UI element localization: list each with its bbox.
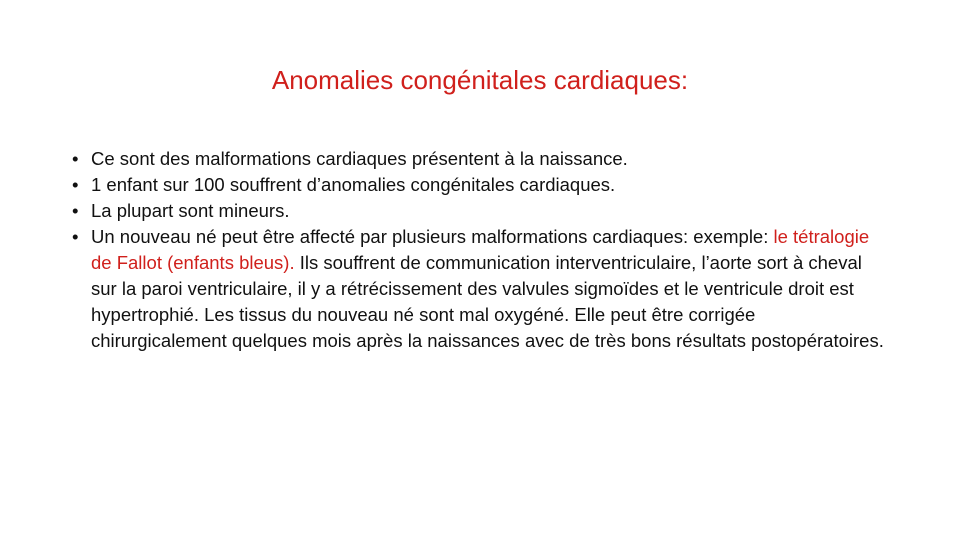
highlighted-text: le tétralogie de Fallot (enfants bleus). <box>91 226 870 273</box>
bullet-item-4 <box>72 224 892 354</box>
bullet-icon: • <box>72 200 79 221</box>
bullet-icon: • <box>72 226 79 247</box>
bullet-list <box>72 146 892 354</box>
slide-title: Anomalies congénitales cardiaques: <box>271 65 689 95</box>
bullet-item-3 <box>72 198 892 224</box>
bullet-icon: • <box>72 148 79 169</box>
bullet-text: Ce sont des malformations cardiaques présentent à la naissance. <box>91 148 628 169</box>
bullet-text-after: Ils souffrent de communication interventriculaire, l’aorte sort à cheval sur la paroi ventriculaire, il y a rétrécissement des valvules sigmoïdes et le ventricule droit est hypertrophié. Les tissus du nouveau né sont mal oxygéné. Elle peut être corrigée chirurgicalement quelques mois après la naissances avec de très bons résultats postopératoires. <box>91 252 884 351</box>
bullet-text: La plupart sont mineurs. <box>91 200 290 221</box>
bullet-item-2 <box>72 172 892 198</box>
bullet-text-before: Un nouveau né peut être affecté par plusieurs malformations cardiaques: exemple: <box>91 226 774 247</box>
bullet-item-1 <box>72 146 892 172</box>
bullet-icon: • <box>72 174 79 195</box>
bullet-text: 1 enfant sur 100 souffrent d’anomalies congénitales cardiaques. <box>91 174 616 195</box>
